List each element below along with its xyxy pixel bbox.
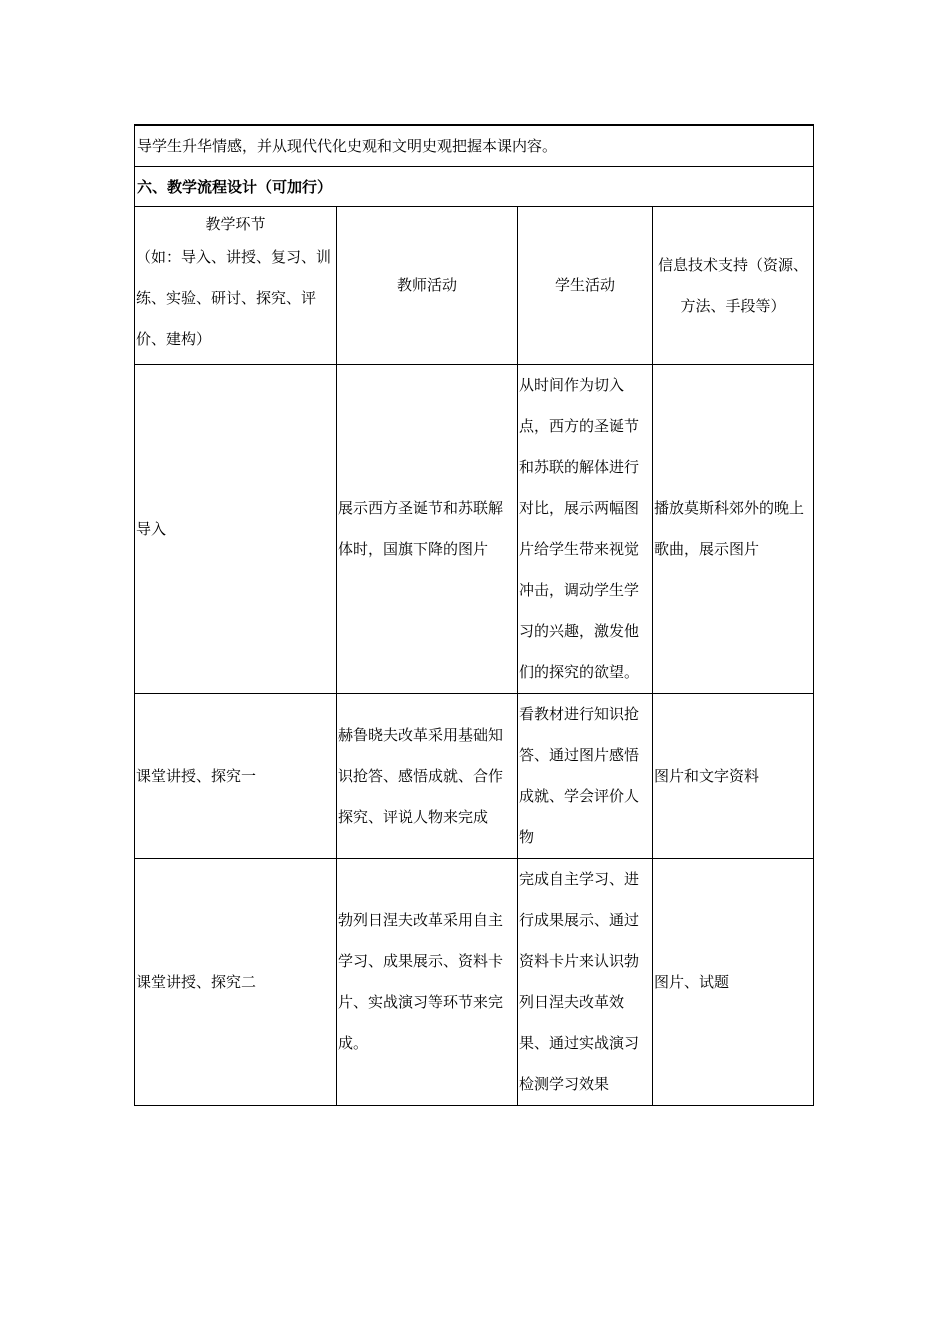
table-row xyxy=(135,694,814,859)
student-cell: 看教材进行知识抢答、通过图片感悟成就、学会评价人物 xyxy=(518,694,653,859)
intro-text: 导学生升华情感，并从现代代化史观和文明史观把握本课内容。 xyxy=(135,125,814,167)
teacher-cell: 勃列日涅夫改革采用自主学习、成果展示、资料卡片、实战演习等环节来完成。 xyxy=(337,859,518,1106)
header-row xyxy=(135,207,814,365)
section-title: 六、教学流程设计（可加行） xyxy=(135,167,814,207)
header-stage-note: （如：导入、讲授、复习、训练、实验、研讨、探究、评价、建构） xyxy=(136,248,332,348)
stage-cell: 课堂讲授、探究二 xyxy=(135,859,337,1106)
header-student: 学生活动 xyxy=(518,207,653,365)
header-tech: 信息技术支持（资源、方法、手段等） xyxy=(653,207,814,365)
stage-cell: 课堂讲授、探究一 xyxy=(135,694,337,859)
intro-row xyxy=(135,125,814,167)
lesson-plan-table xyxy=(134,124,814,1106)
student-cell: 从时间作为切入点，西方的圣诞节和苏联的解体进行对比，展示两幅图片给学生带来视觉冲击，调动学生学习的兴趣，激发他们的探究的欲望。 xyxy=(518,365,653,694)
tech-cell: 播放莫斯科郊外的晚上歌曲，展示图片 xyxy=(653,365,814,694)
tech-cell: 图片和文字资料 xyxy=(653,694,814,859)
stage-cell: 导入 xyxy=(135,365,337,694)
table-row xyxy=(135,859,814,1106)
tech-cell: 图片、试题 xyxy=(653,859,814,1106)
header-stage-title: 教学环节 xyxy=(205,215,266,233)
header-teacher: 教师活动 xyxy=(337,207,518,365)
section-title-row xyxy=(135,167,814,207)
student-cell: 完成自主学习、进行成果展示、通过资料卡片来认识勃列日涅夫改革效果、通过实战演习检测学习效果 xyxy=(518,859,653,1106)
teacher-cell: 展示西方圣诞节和苏联解体时，国旗下降的图片 xyxy=(337,365,518,694)
teacher-cell: 赫鲁晓夫改革采用基础知识抢答、感悟成就、合作探究、评说人物来完成 xyxy=(337,694,518,859)
header-stage xyxy=(135,207,337,365)
table-row xyxy=(135,365,814,694)
